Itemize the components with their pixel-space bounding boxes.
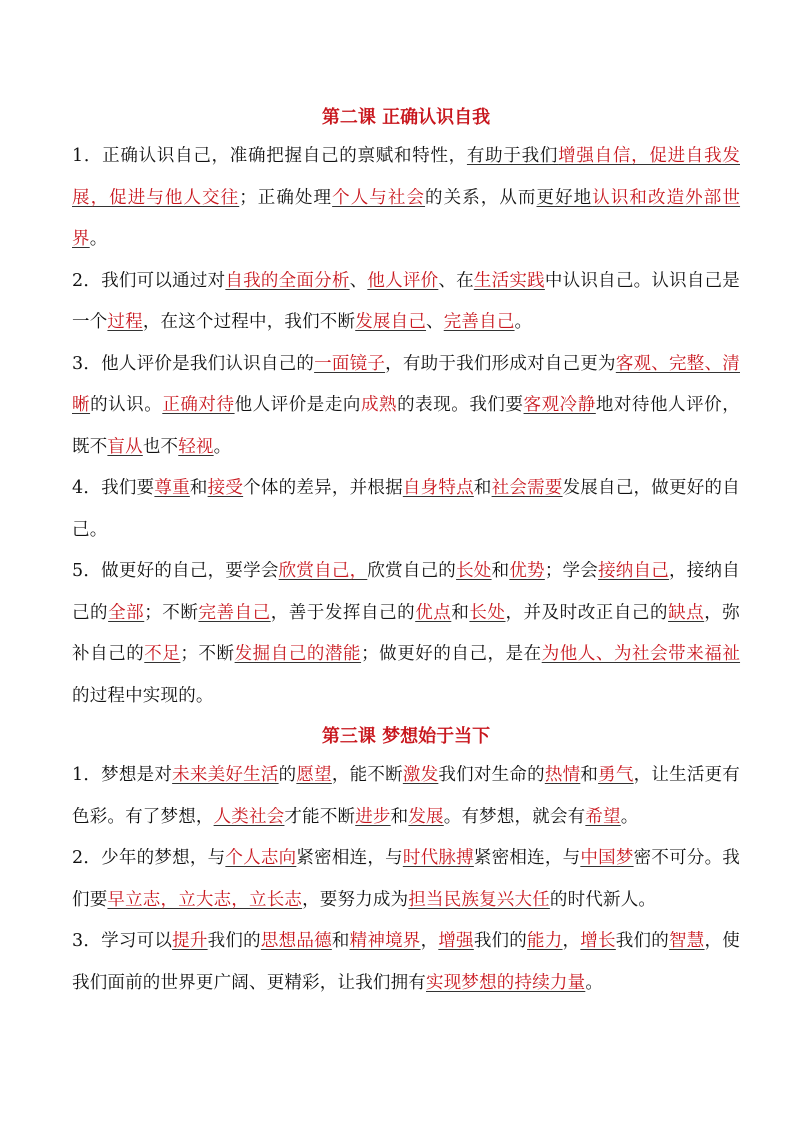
key-phrase: 自身特点 — [402, 478, 474, 498]
key-phrase: 智慧 — [669, 931, 705, 951]
text-segment: ；正确处理 — [239, 187, 333, 208]
key-phrase: 客观冷静 — [523, 395, 596, 415]
text-segment: 我们的 — [207, 931, 261, 951]
key-phrase: 发掘自己的潜能 — [234, 644, 362, 664]
text-segment: 紧密相连，与 — [473, 848, 581, 868]
key-phrase: 发展自己 — [355, 312, 427, 332]
key-phrase: 自我的全面分析 — [225, 270, 350, 291]
key-phrase: 长处 — [456, 561, 492, 581]
key-phrase: 完善自己 — [443, 312, 515, 332]
text-segment: 发展自己，做更好的自己。 — [72, 478, 740, 540]
text-segment: ；不断 — [144, 602, 199, 623]
key-phrase: 客观、完整、清晰 — [72, 353, 740, 415]
text-segment: 我们的 — [473, 931, 528, 951]
text-segment: 3．他人评价是我们认识自己的 — [72, 353, 315, 374]
text-segment: 。 — [514, 312, 533, 332]
list-item — [72, 468, 740, 551]
key-phrase: 生活实践 — [473, 270, 545, 291]
text-segment: 的 — [278, 765, 297, 785]
text-segment: ；做更好的自己，是在 — [361, 644, 542, 664]
text-segment: 的认识。 — [90, 395, 163, 415]
text-segment: 和 — [473, 478, 492, 498]
key-phrase: 勇气 — [598, 765, 634, 785]
text-segment: ，要努力成为 — [302, 889, 409, 910]
key-phrase: 完善自己 — [198, 602, 271, 623]
text-segment: ， — [420, 931, 439, 951]
key-phrase: 希望 — [585, 806, 621, 827]
text-segment: 和 — [331, 931, 350, 951]
text-segment: 1．梦想是对 — [72, 765, 173, 785]
lesson3-title: 第三课 梦想始于当下 — [321, 726, 491, 747]
text-segment: 2．少年的梦想，与 — [72, 848, 226, 868]
text-segment: 。 — [585, 972, 604, 993]
key-phrase: 精神境界 — [349, 931, 421, 951]
text-segment: 也不 — [142, 436, 179, 457]
text-segment: ， — [562, 931, 581, 951]
text-segment: 5．做更好的自己，要学会 — [72, 561, 279, 581]
text-segment: 和 — [491, 561, 510, 581]
text-segment: 的过程中实现的。 — [72, 685, 214, 706]
list-item — [72, 755, 740, 838]
text-segment: 密不可分。我们要 — [72, 848, 741, 910]
text-segment: 我们的 — [615, 931, 670, 951]
text-segment: ，有助于我们形成对自己更为 — [385, 353, 616, 374]
key-phrase: 增强自信，促进自我发展，促进与他人交往 — [72, 146, 740, 208]
key-phrase: 人类社会 — [213, 806, 285, 827]
text-segment: 。有梦想，就会有 — [443, 806, 586, 827]
list-item — [72, 344, 740, 469]
text-segment: 他人评价是走向 — [234, 395, 361, 415]
key-phrase: 全部 — [108, 602, 145, 623]
key-phrase: 未来美好生活 — [172, 765, 279, 785]
key-phrase: 尊重 — [154, 478, 190, 498]
text-segment: 4．我们要 — [72, 478, 155, 498]
text-segment: 。 — [89, 229, 108, 249]
text-segment: 、在 — [438, 270, 474, 291]
list-item — [72, 261, 740, 344]
key-phrase: 他人评价 — [367, 270, 439, 291]
text-segment: ，善于发挥自己的 — [270, 602, 416, 623]
key-phrase: 轻视 — [178, 436, 214, 457]
key-phrase: 愿望 — [296, 765, 332, 785]
key-phrase: 为他人、为社会带来福祉 — [541, 644, 741, 664]
key-phrase: 中国梦 — [580, 848, 634, 868]
text-segment: 我们对生命的 — [438, 765, 545, 785]
key-phrase: 优点 — [415, 602, 452, 623]
text-segment: 个体的差异，并根据 — [243, 478, 403, 498]
list-item — [72, 838, 740, 921]
text-segment: 的表现。我们要 — [397, 395, 524, 415]
text-segment: ，使我们面前的世界更广阔、更精彩，让我们拥有 — [72, 931, 740, 993]
key-phrase: 担当民族复兴大任 — [408, 889, 550, 910]
key-phrase: 能力 — [527, 931, 563, 951]
text-segment: 和 — [189, 478, 208, 498]
key-phrase: 盲从 — [107, 436, 143, 457]
text-segment: ；不断 — [180, 644, 235, 664]
text-segment: 紧密相连，与 — [296, 848, 403, 868]
lesson3-list — [72, 755, 740, 1004]
key-phrase: 提升 — [172, 931, 208, 951]
text-segment: 的时代新人。 — [549, 889, 657, 910]
text-segment: 有助于我们 — [466, 146, 559, 166]
key-phrase: 认识和改造外部世界 — [72, 187, 741, 249]
key-phrase: 早立志，立大志，立长志 — [107, 889, 303, 910]
list-item — [72, 551, 740, 717]
text-segment: 中认识自己。认识自己是一个 — [72, 270, 741, 332]
text-segment: 和 — [390, 806, 409, 827]
list-item — [72, 921, 740, 1004]
text-segment: 。 — [213, 436, 232, 457]
text-segment: 、 — [426, 312, 444, 332]
text-segment: 更好地 — [536, 187, 593, 208]
key-phrase: 激发 — [402, 765, 439, 785]
key-phrase: 社会需要 — [491, 478, 563, 498]
text-segment: 才能不断 — [284, 806, 356, 827]
key-phrase: 进步 — [355, 806, 391, 827]
text-segment: 。 — [620, 806, 639, 827]
text-segment: ，在这个过程中，我们不断 — [142, 312, 356, 332]
text-segment: 3．学习可以 — [72, 931, 173, 951]
key-phrase: 优势 — [509, 561, 545, 581]
key-phrase: 接纳自己 — [598, 561, 670, 581]
text-segment: 欣赏自己的 — [367, 561, 457, 581]
lesson2-list — [72, 136, 740, 717]
text-segment: ，弥补自己的 — [72, 602, 740, 664]
key-phrase: 长处 — [469, 602, 506, 623]
text-segment: 地对待他人评价，既不 — [72, 395, 740, 457]
key-phrase: 思想品德 — [260, 931, 332, 951]
text-segment: 2．我们可以通过对 — [72, 270, 226, 291]
document-page — [72, 100, 740, 1004]
text-segment: 和 — [451, 602, 470, 623]
key-phrase: 实现梦想的持续力量 — [426, 972, 586, 993]
text-segment: 、 — [349, 270, 368, 291]
text-segment: ，让生活更有色彩。有了梦想， — [72, 765, 741, 827]
key-phrase: 个人志向 — [225, 848, 297, 868]
key-phrase: 成熟 — [361, 395, 398, 415]
text-segment: ，并及时改正自己的 — [505, 602, 669, 623]
list-item — [72, 136, 740, 261]
key-phrase: 发展 — [408, 806, 444, 827]
key-phrase: 缺点 — [668, 602, 705, 623]
key-phrase: 增强 — [438, 931, 474, 951]
key-phrase: 热情 — [544, 765, 581, 785]
key-phrase: 个人与社会 — [332, 187, 426, 208]
lesson2-title: 第二课 正确认识自我 — [321, 107, 491, 128]
key-phrase: 一面镜子 — [314, 353, 386, 374]
text-segment: ，能不断 — [331, 765, 403, 785]
key-phrase: 接受 — [207, 478, 244, 498]
key-phrase: 时代脉搏 — [402, 848, 474, 868]
text-segment: ，接纳自己的 — [72, 561, 740, 623]
text-segment: 和 — [580, 765, 599, 785]
key-phrase: 正确对待 — [162, 395, 235, 415]
text-segment: 1．正确认识自己，准确把握自己的禀赋和特性， — [72, 146, 467, 166]
key-phrase: 欣赏自己， — [278, 561, 368, 581]
key-phrase: 不足 — [144, 644, 181, 664]
key-phrase: 过程 — [107, 312, 143, 332]
text-segment: ；学会 — [544, 561, 599, 581]
text-segment: 的关系，从而 — [425, 187, 537, 208]
key-phrase: 增长 — [580, 931, 616, 951]
